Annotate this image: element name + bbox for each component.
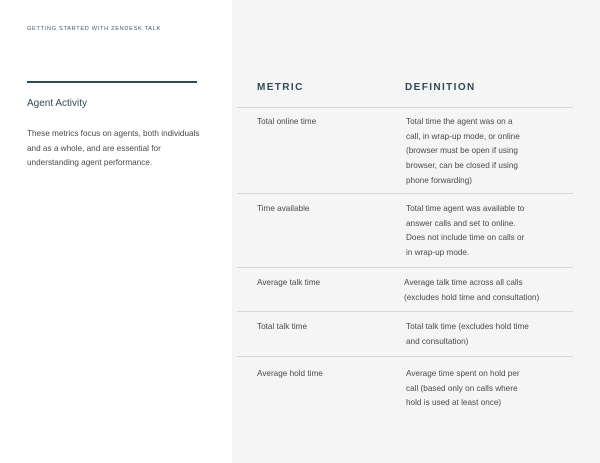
document-kicker: GETTING STARTED WITH ZENDESK TALK bbox=[27, 26, 161, 32]
metric-name-total-talk-time: Total talk time bbox=[257, 322, 308, 331]
definition-line: in wrap-up mode. bbox=[406, 248, 470, 258]
definition-line: answer calls and set to online. bbox=[406, 218, 516, 228]
column-header-metric: METRIC bbox=[257, 82, 304, 93]
definition-line: phone forwarding) bbox=[406, 175, 472, 185]
row-divider bbox=[237, 193, 573, 194]
metric-definition-average-talk-time bbox=[404, 276, 572, 305]
metric-name-total-online-time: Total online time bbox=[257, 117, 317, 126]
definition-line: Does not include time on calls or bbox=[406, 233, 525, 243]
definition-line: call (based only on calls where bbox=[406, 383, 518, 393]
definition-line: (browser must be open if using bbox=[406, 146, 518, 156]
definition-line: Total time the agent was on a bbox=[406, 117, 513, 126]
metric-definition-average-hold-time bbox=[406, 367, 566, 411]
section-description: These metrics focus on agents, both individuals and as a whole, and are essential for understanding agent performance. bbox=[27, 129, 200, 168]
definition-line: and consultation) bbox=[406, 336, 469, 346]
definition-line: browser, can be closed if using bbox=[406, 161, 518, 171]
metric-name-average-hold-time: Average hold time bbox=[257, 369, 323, 378]
metric-definition-total-online-time bbox=[406, 115, 566, 189]
metric-name-average-talk-time: Average talk time bbox=[257, 278, 321, 287]
section-title: Agent Activity bbox=[27, 98, 88, 109]
definition-line: hold is used at least once) bbox=[406, 398, 502, 408]
row-divider bbox=[237, 267, 573, 268]
definition-line: call, in wrap-up mode, or online bbox=[406, 131, 520, 141]
row-divider bbox=[237, 356, 573, 357]
section-divider bbox=[27, 81, 197, 83]
header-divider bbox=[237, 107, 573, 108]
metric-name-time-available: Time available bbox=[257, 204, 310, 213]
definition-line: Average talk time across all calls bbox=[404, 278, 523, 287]
definition-line: (excludes hold time and consultation) bbox=[404, 292, 540, 302]
definition-line: Average time spent on hold per bbox=[406, 369, 520, 378]
metric-definition-time-available bbox=[406, 202, 566, 261]
definition-line: Total talk time (excludes hold time bbox=[406, 322, 529, 331]
definition-line: Total time agent was available to bbox=[406, 204, 525, 213]
row-divider bbox=[237, 311, 573, 312]
column-header-definition: DEFINITION bbox=[405, 82, 476, 93]
metric-definition-total-talk-time bbox=[406, 320, 566, 349]
